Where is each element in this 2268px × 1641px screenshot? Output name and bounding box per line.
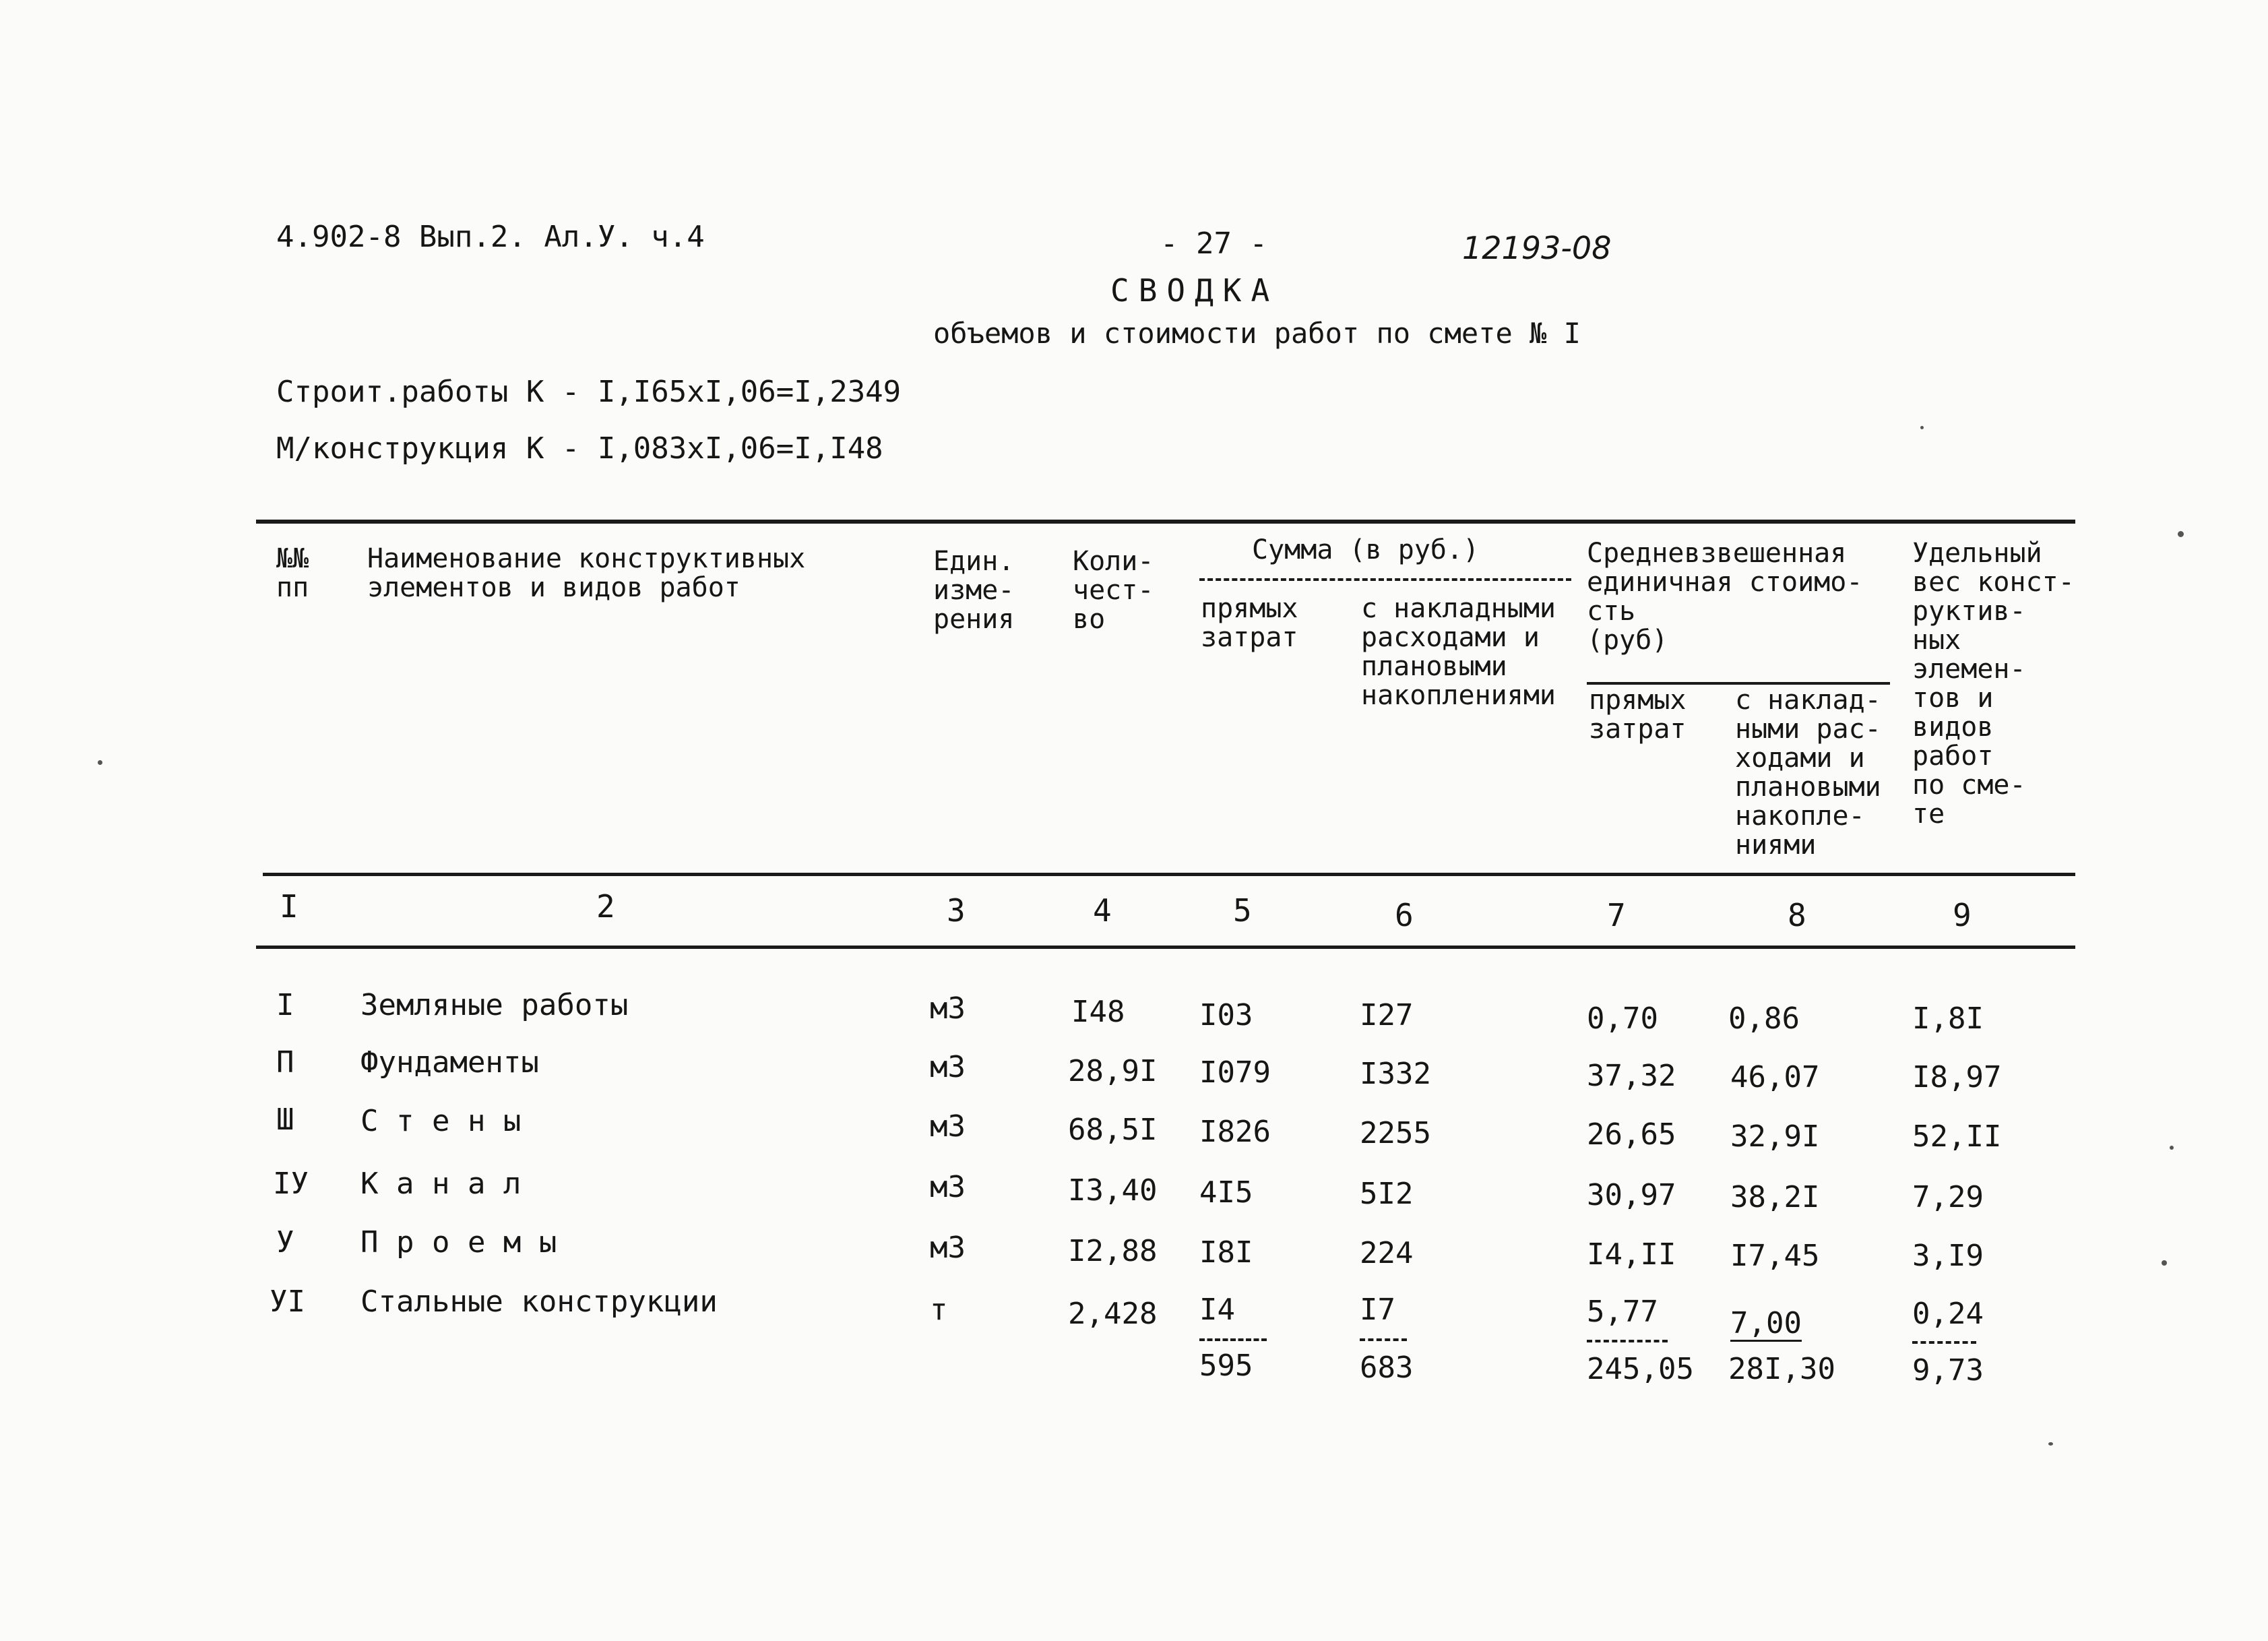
scan-speck — [2178, 531, 2184, 537]
row-qty: I2,88 — [1068, 1234, 1158, 1268]
total-direct: 595 — [1199, 1349, 1253, 1383]
row-weight: 0,24 — [1912, 1297, 1984, 1331]
page-number: - 27 - — [1160, 226, 1267, 261]
column-number: 7 — [1607, 897, 1626, 933]
row-num: П — [276, 1045, 294, 1080]
header-avg-overhead: с наклад- ными рас- ходами и плановыми накопле- ниями — [1735, 685, 1881, 861]
column-numbers-rule — [256, 946, 2075, 949]
row-name: Земляные работы — [360, 988, 629, 1022]
row-name: С т е н ы — [360, 1104, 522, 1138]
row-num: IУ — [273, 1167, 309, 1201]
header-sum-overhead: с накладными расходами и плановыми накоплениями — [1361, 593, 1556, 711]
table-top-rule — [256, 520, 2075, 524]
column-number: 2 — [596, 888, 615, 925]
row-avg-overhead: 32,9I — [1730, 1119, 1820, 1154]
row-avg-direct: 37,32 — [1587, 1059, 1676, 1093]
row-name: Стальные конструкции — [360, 1284, 718, 1319]
scan-speck — [1920, 426, 1924, 429]
row-weight: I8,97 — [1912, 1060, 2002, 1094]
total-avg-overhead: 28I,30 — [1728, 1352, 1835, 1386]
coefficient-metal: М/конструкция К - I,083xI,06=I,I48 — [276, 431, 883, 466]
column-number: 6 — [1395, 897, 1414, 933]
total-overhead: 683 — [1360, 1351, 1414, 1385]
document-title: СВОДКА — [1110, 272, 1280, 309]
total-weight: 9,73 — [1912, 1353, 1984, 1388]
row-num: УI — [270, 1284, 305, 1319]
row-direct: I079 — [1199, 1055, 1271, 1090]
column-number: 8 — [1788, 897, 1806, 933]
scan-speck — [2162, 1260, 2167, 1266]
header-unit: Един. изме- рения — [933, 546, 1015, 635]
row-direct: I03 — [1199, 998, 1253, 1032]
row-avg-direct: 26,65 — [1587, 1117, 1676, 1152]
row-qty: 28,9I — [1068, 1054, 1158, 1088]
row-name: К а н а л — [360, 1167, 522, 1201]
header-sum-group: Сумма (в руб.) — [1252, 534, 1480, 565]
handwritten-number: 12193-08 — [1462, 230, 1612, 266]
row-name: П р о е м ы — [360, 1225, 557, 1260]
column-number: 9 — [1953, 897, 1972, 933]
row-overhead: I7 — [1360, 1293, 1395, 1327]
column-number: 5 — [1233, 892, 1252, 929]
row-weight: 52,II — [1912, 1119, 2002, 1154]
row-num: Ш — [276, 1103, 294, 1137]
header-sum-direct: прямых затрат — [1201, 593, 1298, 653]
row-unit: м3 — [930, 1050, 966, 1084]
row-unit: м3 — [930, 1170, 966, 1204]
sum-line — [1912, 1341, 1976, 1344]
row-qty: I48 — [1071, 995, 1125, 1029]
row-overhead: I332 — [1360, 1057, 1431, 1091]
row-direct: 4I5 — [1199, 1175, 1253, 1210]
scan-speck — [2048, 1442, 2053, 1446]
row-unit: м3 — [930, 1231, 966, 1265]
row-num: I — [276, 988, 294, 1022]
row-weight: 3,I9 — [1912, 1239, 1984, 1273]
row-overhead: 224 — [1360, 1236, 1414, 1270]
sum-line — [1360, 1338, 1407, 1341]
row-avg-direct: I4,II — [1587, 1237, 1676, 1272]
column-number: I — [280, 888, 298, 925]
header-avg-group: Средневзвешенная единичная стоимо- сть (руб) — [1587, 538, 1863, 656]
header-qty: Коли- чест- во — [1073, 546, 1154, 635]
row-direct: I8I — [1199, 1235, 1253, 1270]
sum-line — [1587, 1340, 1668, 1342]
row-unit: т — [930, 1293, 948, 1327]
row-qty: 2,428 — [1068, 1297, 1158, 1331]
row-qty: I3,40 — [1068, 1173, 1158, 1208]
row-overhead: 2255 — [1360, 1116, 1431, 1150]
row-qty: 68,5I — [1068, 1113, 1158, 1147]
row-avg-overhead: 38,2I — [1730, 1180, 1820, 1214]
row-avg-overhead: I7,45 — [1730, 1239, 1820, 1273]
header-name: Наименование конструктивных элементов и видов работ — [367, 543, 806, 603]
header-weight: Удельный вес конст- руктив- ных элемен- тов и видов работ по сме- те — [1912, 538, 2075, 830]
row-weight: 7,29 — [1912, 1180, 1984, 1214]
row-direct: I4 — [1199, 1293, 1235, 1327]
column-number: 4 — [1093, 892, 1112, 929]
header-bottom-rule — [263, 873, 2075, 876]
document-subtitle: объемов и стоимости работ по смете № I — [933, 317, 1581, 350]
header-avg-direct: прямых затрат — [1589, 685, 1687, 745]
sum-group-divider — [1199, 578, 1571, 581]
scan-speck — [2170, 1146, 2174, 1150]
coefficient-construction: Строит.работы К - I,I65xI,06=I,2349 — [276, 375, 902, 409]
sum-line — [1199, 1338, 1267, 1341]
row-avg-overhead: 46,07 — [1730, 1060, 1820, 1094]
row-unit: м3 — [930, 1109, 966, 1144]
row-name: Фундаменты — [360, 1045, 539, 1080]
total-avg-direct: 245,05 — [1587, 1352, 1694, 1386]
row-direct: I826 — [1199, 1115, 1271, 1149]
row-overhead: I27 — [1360, 998, 1414, 1032]
row-num: У — [276, 1225, 294, 1260]
header-num: №№ пп — [276, 543, 309, 603]
row-avg-overhead: 7,00 — [1730, 1306, 1802, 1340]
row-avg-direct: 5,77 — [1587, 1295, 1658, 1329]
row-overhead: 5I2 — [1360, 1177, 1414, 1211]
document-code: 4.902-8 Вып.2. Ал.У. ч.4 — [276, 220, 705, 254]
row-avg-direct: 0,70 — [1587, 1001, 1658, 1036]
row-weight: I,8I — [1912, 1001, 1984, 1036]
scan-speck — [98, 760, 102, 765]
column-number: 3 — [947, 892, 966, 929]
row-avg-overhead: 0,86 — [1728, 1001, 1800, 1036]
row-avg-direct: 30,97 — [1587, 1178, 1676, 1212]
row-unit: м3 — [930, 991, 966, 1026]
